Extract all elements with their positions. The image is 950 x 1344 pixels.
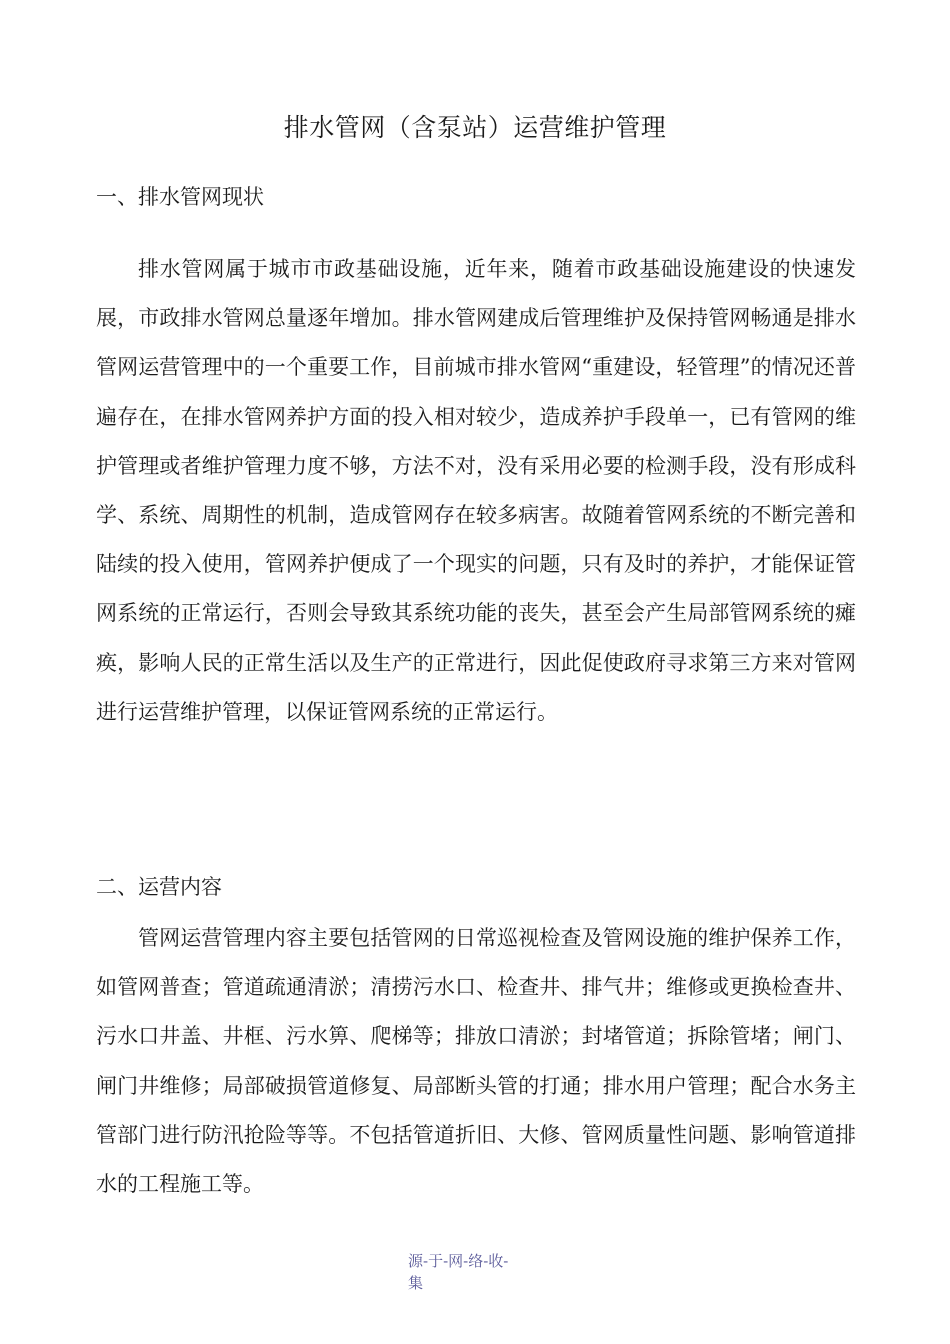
section-paragraph-status: 排水管网属于城市市政基础设施，近年来，随着市政基础设施建设的快速发展，市政排水管网总量逐年增加。排水管网建成后管理维护及保持管网畅通是排水管网运营管理中的一个重要工作，目前城市排水管网“重建设，轻管理”的情况还普遍存在，在排水管网养护方面的投入相对较少，造成养护手段单一，已有管网的维护管理或者维护管理力度不够，方法不对，没有采用必要的检测手段，没有形成科学、系统、周期性的机制，造成管网存在较多病害。故随着管网系统的不断完善和陆续的投入使用，管网养护便成了一个现实的问题，只有及时的养护，才能保证管网系统的正常运行，否则会导致其系统功能的丧失，甚至会产生局部管网系统的瘫痪，影响人民的正常生活以及生产的正常进行，因此促使政府寻求第三方来对管网进行运营维护管理，以保证管网系统的正常运行。 (96, 257, 856, 724)
footer-line-2: 集 (408, 1274, 424, 1292)
section-paragraph-operations: 管网运营管理内容主要包括管网的日常巡视检查及管网设施的维护保养工作，如管网普查；管道疏通清淤；清捞污水口、检查井、排气井；维修或更换检查井、污水口井盖、井框、污水箅、爬梯等；排放口清淤；封堵管道；拆除管堵；闸门、闸门井维修；局部破损管道修复、局部断头管的打通；排水用户管理；配合水务主管部门进行防汛抢险等等。不包括管道折旧、大修、管网质量性问题、影响管道排水的工程施工等。 (96, 926, 856, 1197)
page-footer (408, 1250, 548, 1294)
document-title: 排水管网（含泵站）运营维护管理 (283, 113, 667, 142)
section-heading-status: 一、排水管网现状 (96, 185, 264, 209)
footer-line-1: 源-于-网-络-收- (408, 1252, 509, 1270)
section-heading-operations: 二、运营内容 (96, 875, 222, 899)
